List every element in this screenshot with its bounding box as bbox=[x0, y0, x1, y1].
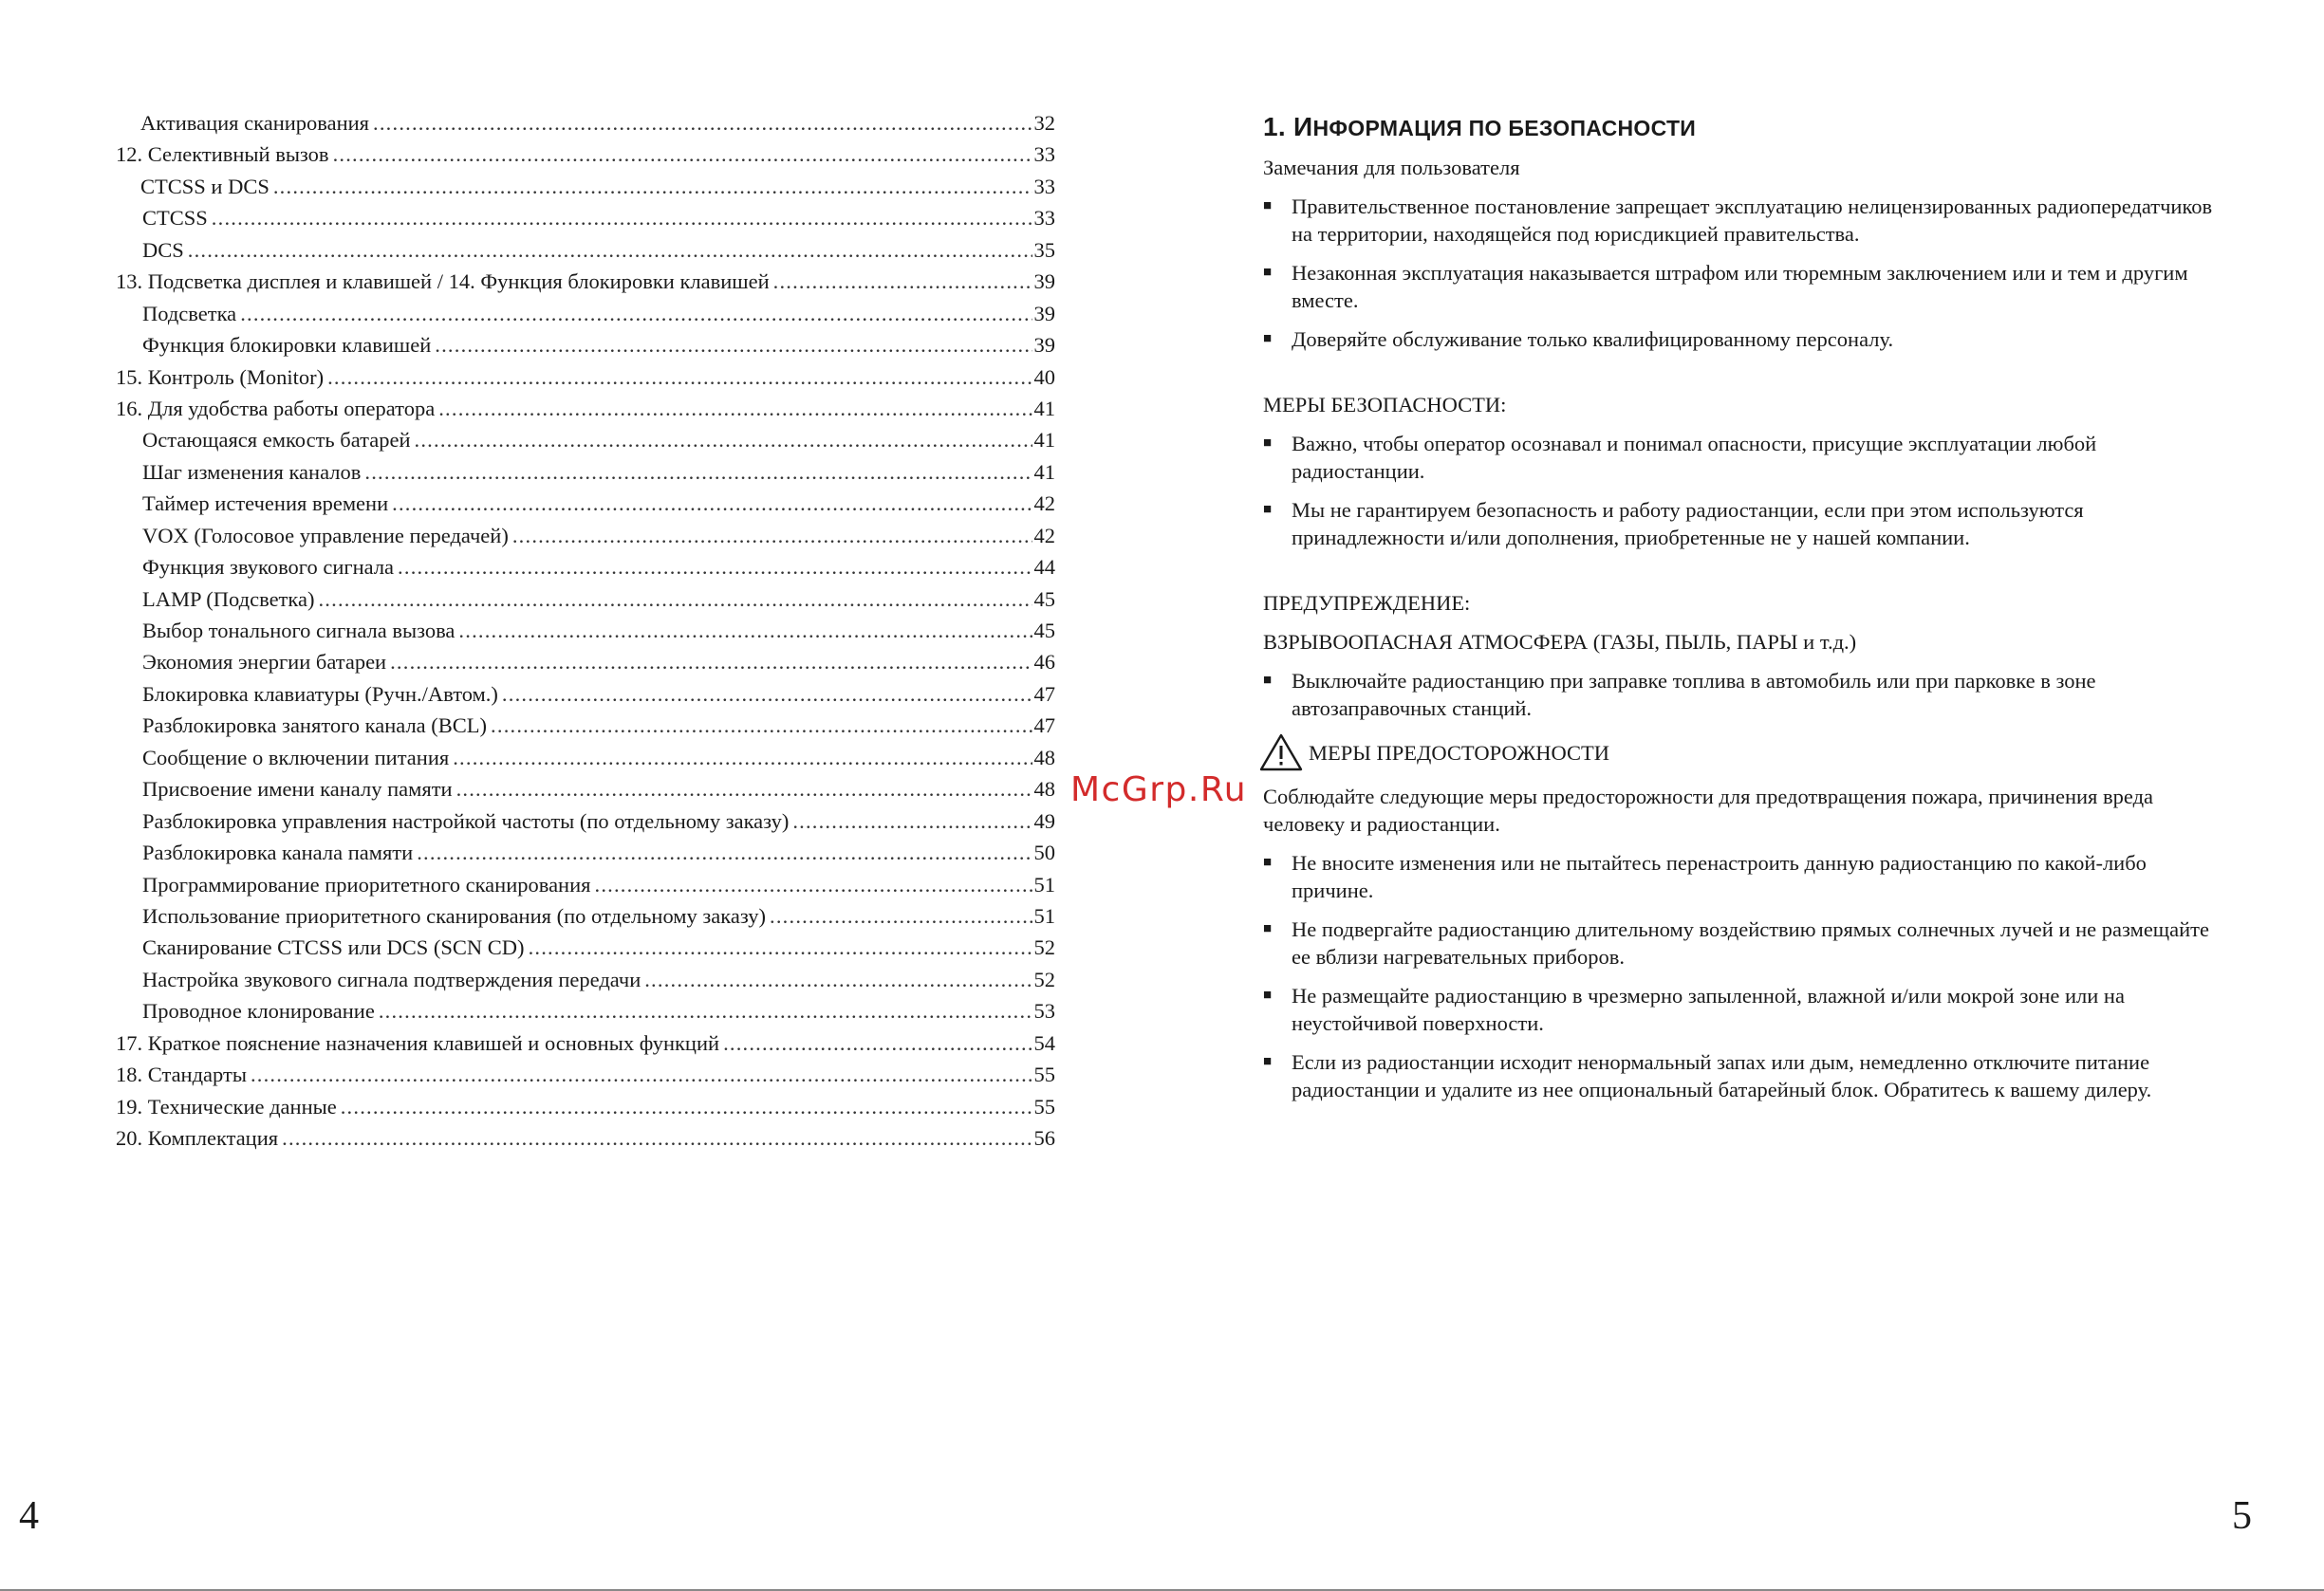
toc-entry-page: 40 bbox=[1033, 364, 1055, 389]
toc-entry bbox=[116, 1059, 1055, 1090]
toc-entry bbox=[116, 1027, 1055, 1059]
toc-entry-page: 50 bbox=[1033, 841, 1055, 865]
toc-leader-dots bbox=[392, 488, 1032, 519]
toc-entry-title: 15. Контроль (Monitor) bbox=[116, 364, 325, 389]
toc-entry-page: 54 bbox=[1033, 1030, 1055, 1055]
toc-entry-page: 49 bbox=[1033, 808, 1055, 833]
toc-entry-title: Проводное клонирование bbox=[142, 999, 375, 1024]
toc-entry-page: 51 bbox=[1033, 872, 1055, 897]
toc-entry-title: VOX (Голосовое управление передачей) bbox=[142, 523, 509, 547]
toc-entry-page: 48 bbox=[1033, 777, 1055, 802]
toc-entry bbox=[116, 742, 1055, 773]
toc-entry-title: 12. Селективный вызов bbox=[116, 142, 329, 167]
section-title-rest: НФОРМАЦИЯ ПО БЕЗОПАСНОСТИ bbox=[1312, 116, 1697, 140]
measures-heading: МЕРЫ БЕЗОПАСНОСТИ: bbox=[1263, 393, 1507, 416]
toc-entry-page: 39 bbox=[1033, 301, 1055, 325]
toc-entry-page: 55 bbox=[1033, 1063, 1055, 1087]
toc-entry bbox=[116, 583, 1055, 615]
toc-leader-dots bbox=[595, 869, 1032, 900]
toc-entry-page: 33 bbox=[1033, 206, 1055, 231]
toc-leader-dots bbox=[327, 361, 1032, 393]
toc-leader-dots bbox=[512, 520, 1032, 551]
toc-entry-title: Подсветка bbox=[142, 301, 237, 325]
bullet-icon: ■ bbox=[1263, 988, 1273, 1003]
toc-entry-page: 52 bbox=[1033, 967, 1055, 991]
toc-entry-page: 47 bbox=[1033, 681, 1055, 706]
toc-leader-dots bbox=[415, 424, 1032, 455]
toc-entry-page: 42 bbox=[1033, 491, 1055, 516]
toc-entry-page: 45 bbox=[1033, 586, 1055, 611]
toc-entry bbox=[116, 139, 1055, 170]
toc-entry bbox=[116, 488, 1055, 519]
toc-entry bbox=[116, 266, 1055, 297]
toc-entry bbox=[116, 1122, 1055, 1154]
toc-leader-dots bbox=[379, 995, 1032, 1027]
caution-heading bbox=[1259, 733, 2222, 771]
list-item bbox=[1263, 193, 2222, 248]
toc-entry bbox=[116, 964, 1055, 995]
toc-leader-dots bbox=[458, 615, 1032, 646]
toc-entry bbox=[116, 551, 1055, 583]
toc-entry-title: Присвоение имени каналу памяти bbox=[142, 777, 453, 802]
toc-entry-title: Сканирование CTCSS или DCS (SCN CD) bbox=[142, 935, 525, 960]
list-item-text: Незаконная эксплуатация наказывается штрафом или тюремным заключением или и тем и другим вместе. bbox=[1292, 261, 2188, 312]
list-item bbox=[1263, 667, 2222, 722]
list-item bbox=[1263, 1048, 2222, 1103]
toc-entry bbox=[116, 678, 1055, 710]
toc-entry bbox=[116, 837, 1055, 868]
toc-entry bbox=[116, 424, 1055, 455]
list-item bbox=[1263, 496, 2222, 551]
toc-entry-title: Выбор тонального сигнала вызова bbox=[142, 619, 456, 642]
list-item-text: Не размещайте радиостанцию в чрезмерно запыленной, влажной и/или мокрой зоне или на неустойчивой поверхности. bbox=[1292, 984, 2125, 1035]
toc-leader-dots bbox=[212, 202, 1032, 233]
toc-entry bbox=[116, 1091, 1055, 1122]
list-item bbox=[1263, 325, 2222, 353]
toc-entry-title: Блокировка клавиатуры (Ручн./Автом.) bbox=[142, 681, 498, 706]
toc-entry-title: Функция блокировки клавишей bbox=[142, 333, 432, 358]
page-number-left: 4 bbox=[19, 1494, 39, 1538]
list-item-text: Не вносите изменения или не пытайтесь перенастроить данную радиостанцию по какой-либо причине. bbox=[1292, 851, 2147, 902]
toc-entry-page: 56 bbox=[1033, 1126, 1055, 1150]
table-of-contents bbox=[116, 107, 1055, 1154]
toc-leader-dots bbox=[398, 551, 1032, 583]
section-title bbox=[1263, 113, 2222, 142]
toc-entry-title: Разблокировка управления настройкой частоты (по отдельному заказу) bbox=[142, 808, 790, 833]
toc-leader-dots bbox=[723, 1027, 1032, 1059]
toc-leader-dots bbox=[435, 329, 1032, 361]
list-item-text: Доверяйте обслуживание только квалифицированному персоналу. bbox=[1292, 327, 1894, 351]
toc-entry-page: 45 bbox=[1033, 619, 1055, 642]
toc-leader-dots bbox=[188, 234, 1032, 266]
toc-entry bbox=[116, 773, 1055, 805]
list-item-text: Если из радиостанции исходит ненормальный запах или дым, немедленно отключите питание радиостанции и удалите из нее опциональный батарейный блок. Обратитесь к вашему дилеру. bbox=[1292, 1050, 2152, 1101]
toc-leader-dots bbox=[491, 710, 1032, 741]
toc-entry-page: 33 bbox=[1033, 142, 1055, 167]
toc-entry bbox=[116, 329, 1055, 361]
toc-entry-title: Использование приоритетного сканирования (по отдельному заказу) bbox=[142, 903, 767, 928]
toc-entry-page: 41 bbox=[1033, 459, 1055, 484]
warning-triangle-icon bbox=[1259, 733, 1303, 771]
toc-entry-page: 41 bbox=[1033, 396, 1055, 420]
list-item bbox=[1263, 259, 2222, 314]
list-item-text: Не подвергайте радиостанцию длительному воздействию прямых солнечных лучей и не размещайте ее вблизи нагревательных приборов. bbox=[1292, 917, 2209, 969]
toc-entry-title: 17. Краткое пояснение назначения клавишей и основных функций bbox=[116, 1030, 720, 1055]
toc-entry bbox=[116, 107, 1055, 139]
list-item bbox=[1263, 849, 2222, 904]
toc-entry-page: 44 bbox=[1033, 555, 1055, 580]
toc-entry bbox=[116, 234, 1055, 266]
caution-heading-text: МЕРЫ ПРЕДОСТОРОЖНОСТИ bbox=[1309, 740, 1609, 765]
toc-entry-title: 20. Комплектация bbox=[116, 1126, 279, 1150]
toc-entry-title: Сообщение о включении питания bbox=[142, 745, 450, 769]
toc-entry bbox=[116, 900, 1055, 932]
toc-entry bbox=[116, 805, 1055, 837]
toc-leader-dots bbox=[251, 1059, 1032, 1090]
toc-entry bbox=[116, 520, 1055, 551]
toc-entry-page: 47 bbox=[1033, 713, 1055, 738]
safety-information bbox=[1263, 107, 2222, 1115]
list-item bbox=[1263, 430, 2222, 485]
toc-leader-dots bbox=[456, 773, 1032, 805]
explosive-list bbox=[1263, 667, 2222, 722]
bullet-icon: ■ bbox=[1263, 265, 1273, 280]
toc-entry-title: Настройка звукового сигнала подтверждения передачи bbox=[142, 967, 641, 991]
measures-list bbox=[1263, 430, 2222, 551]
toc-entry bbox=[116, 361, 1055, 393]
toc-entry bbox=[116, 710, 1055, 741]
toc-entry bbox=[116, 393, 1055, 424]
caution-intro: Соблюдайте следующие меры предосторожности для предотвращения пожара, причинения вреда человеку и радиостанции. bbox=[1263, 785, 2154, 836]
toc-leader-dots bbox=[390, 646, 1032, 677]
toc-leader-dots bbox=[644, 964, 1032, 995]
toc-entry-title: DCS bbox=[142, 237, 184, 262]
bullet-icon: ■ bbox=[1263, 502, 1273, 517]
toc-entry bbox=[116, 615, 1055, 646]
toc-entry bbox=[116, 456, 1055, 488]
toc-entry-title: Экономия энергии батареи bbox=[142, 650, 387, 675]
toc-leader-dots bbox=[453, 742, 1032, 773]
section-title-prefix: 1. И bbox=[1263, 112, 1313, 141]
toc-leader-dots bbox=[282, 1122, 1032, 1154]
toc-entry-title: 18. Стандарты bbox=[116, 1063, 247, 1087]
toc-entry-page: 33 bbox=[1033, 174, 1055, 198]
list-item-text: Выключайте радиостанцию при заправке топлива в автомобиль или при парковке в зоне автозаправочных станций. bbox=[1292, 669, 2096, 720]
toc-entry bbox=[116, 932, 1055, 963]
bullet-icon: ■ bbox=[1263, 1054, 1273, 1069]
list-item bbox=[1263, 916, 2222, 971]
toc-entry-title: Шаг изменения каналов bbox=[142, 459, 362, 484]
toc-entry bbox=[116, 869, 1055, 900]
explosive-heading: ВЗРЫВООПАСНАЯ АТМОСФЕРА (ГАЗЫ, ПЫЛЬ, ПАРЫ и т.д.) bbox=[1263, 630, 1857, 654]
toc-entry-page: 32 bbox=[1033, 111, 1055, 135]
toc-entry-page: 48 bbox=[1033, 745, 1055, 769]
toc-entry-title: Остающаяся емкость батарей bbox=[142, 428, 411, 453]
watermark: McGrp.Ru bbox=[1070, 770, 1248, 809]
toc-entry-page: 39 bbox=[1033, 269, 1055, 294]
toc-entry-title: LAMP (Подсветка) bbox=[142, 586, 315, 611]
toc-leader-dots bbox=[438, 393, 1032, 424]
toc-entry-title: CTCSS bbox=[142, 206, 208, 231]
bullet-icon: ■ bbox=[1263, 673, 1273, 688]
bullet-icon: ■ bbox=[1263, 435, 1273, 451]
toc-entry bbox=[116, 202, 1055, 233]
toc-entry-page: 53 bbox=[1033, 999, 1055, 1024]
toc-entry bbox=[116, 995, 1055, 1027]
bullet-icon: ■ bbox=[1263, 855, 1273, 870]
toc-leader-dots bbox=[273, 171, 1032, 202]
toc-entry-title: Функция звукового сигнала bbox=[142, 555, 395, 580]
user-notes-heading: Замечания для пользователя bbox=[1263, 156, 1520, 179]
list-item-text: Мы не гарантируем безопасность и работу радиостанции, если при этом используются принадлежности и/или дополнения, приобретенные не у нашей компании. bbox=[1292, 498, 2084, 549]
toc-entry-page: 52 bbox=[1033, 935, 1055, 960]
toc-entry-title: Разблокировка занятого канала (BCL) bbox=[142, 713, 488, 738]
toc-entry-title: Активация сканирования bbox=[140, 111, 370, 135]
toc-entry bbox=[116, 171, 1055, 202]
toc-entry-title: Разблокировка канала памяти bbox=[142, 841, 414, 865]
toc-entry-title: 16. Для удобства работы оператора bbox=[116, 396, 436, 420]
user-notes-list bbox=[1263, 193, 2222, 353]
toc-leader-dots bbox=[240, 298, 1032, 329]
toc-entry bbox=[116, 646, 1055, 677]
toc-leader-dots bbox=[364, 456, 1032, 488]
toc-leader-dots bbox=[373, 107, 1032, 139]
toc-entry-title: Программирование приоритетного сканирования bbox=[142, 872, 591, 897]
bullet-icon: ■ bbox=[1263, 331, 1273, 346]
toc-entry-page: 51 bbox=[1033, 903, 1055, 928]
toc-entry-page: 46 bbox=[1033, 650, 1055, 675]
bullet-icon: ■ bbox=[1263, 921, 1273, 936]
toc-entry-title: 19. Технические данные bbox=[116, 1094, 337, 1119]
toc-entry-title: Таймер истечения времени bbox=[142, 491, 389, 516]
toc-leader-dots bbox=[529, 932, 1032, 963]
warning-heading: ПРЕДУПРЕЖДЕНИЕ: bbox=[1263, 591, 1471, 615]
toc-entry-page: 41 bbox=[1033, 428, 1055, 453]
list-item bbox=[1263, 982, 2222, 1037]
toc-entry-title: 13. Подсветка дисплея и клавишей / 14. Функция блокировки клавишей bbox=[116, 269, 770, 294]
list-item-text: Важно, чтобы оператор осознавал и понимал опасности, присущие эксплуатации любой радиостанции. bbox=[1292, 432, 2097, 483]
toc-leader-dots bbox=[318, 583, 1032, 615]
toc-entry-page: 39 bbox=[1033, 333, 1055, 358]
toc-leader-dots bbox=[792, 805, 1032, 837]
toc-leader-dots bbox=[333, 139, 1032, 170]
toc-entry-page: 35 bbox=[1033, 237, 1055, 262]
toc-leader-dots bbox=[773, 266, 1032, 297]
toc-leader-dots bbox=[417, 837, 1032, 868]
toc-entry-title: CTCSS и DCS bbox=[140, 174, 270, 198]
page-number-right: 5 bbox=[2232, 1494, 2252, 1538]
toc-entry-page: 42 bbox=[1033, 523, 1055, 547]
toc-entry bbox=[116, 298, 1055, 329]
bullet-icon: ■ bbox=[1263, 198, 1273, 213]
list-item-text: Правительственное постановление запрещает эксплуатацию нелицензированных радиопередатчиков на территории, находящейся под юрисдикцией правительства. bbox=[1292, 194, 2213, 246]
toc-leader-dots bbox=[341, 1091, 1032, 1122]
toc-entry-page: 55 bbox=[1033, 1094, 1055, 1119]
toc-leader-dots bbox=[770, 900, 1032, 932]
caution-list bbox=[1263, 849, 2222, 1103]
toc-leader-dots bbox=[502, 678, 1032, 710]
